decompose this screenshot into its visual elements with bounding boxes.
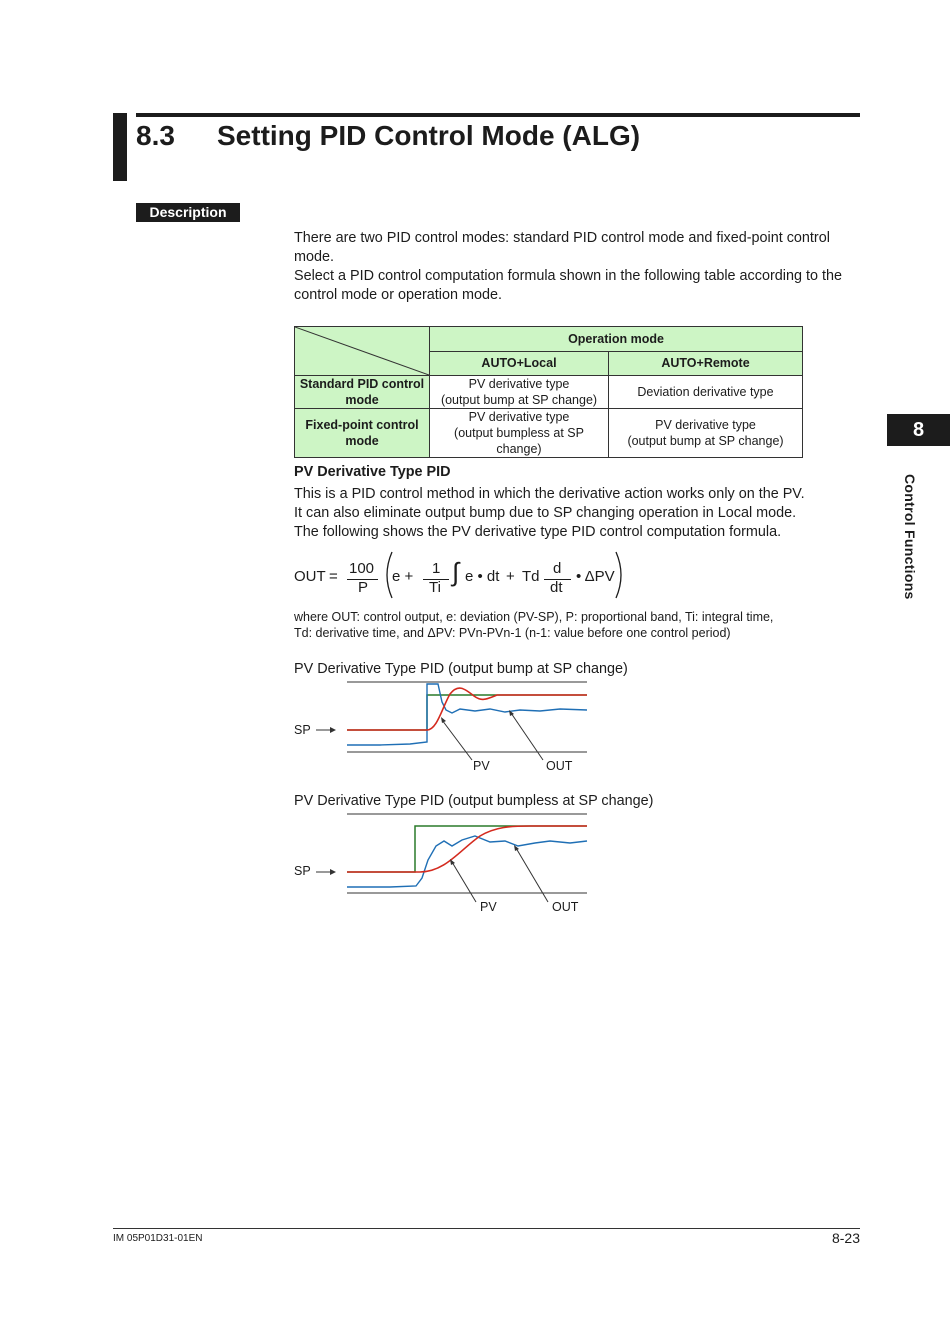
formula-out: OUT [294,568,326,585]
fig2-pv-line [347,826,587,872]
cell-standard-remote: Deviation derivative type [609,376,803,409]
footer-page-number: 8-23 [831,1230,860,1246]
fig2-sp-label: SP [294,864,311,878]
fig1-out-label: OUT [546,759,573,773]
figure2-caption: PV Derivative Type PID (output bumpless at SP change) [294,793,654,809]
cell-standard-local: PV derivative type (output bump at SP change) [430,376,609,409]
formula-d-num: d [553,560,562,577]
cell-fixed-local: PV derivative type (output bumpless at SP change) [430,409,609,458]
table-corner-cell [295,327,430,376]
fig2-pv-label: PV [480,900,497,914]
fig2-sp-line [347,826,587,872]
intro-paragraph-1: There are two PID control modes: standard PID control mode and fixed-point control mode. [294,230,830,266]
fig1-out-line [347,684,587,745]
formula-td: Td [522,568,540,585]
row-label-standard: Standard PID control mode [295,376,430,409]
formula-dpv: • ΔPV [576,568,615,585]
col-auto-remote: AUTO+Remote [609,351,803,376]
formula-d-den: dt [550,579,563,596]
pv-line-3: The following shows the PV derivative type PID control computation formula. [294,524,782,540]
pv-derivative-heading: PV Derivative Type PID [294,464,451,480]
formula-den-ti: Ti [429,579,441,596]
formula-e-dt: e • dt [465,568,500,585]
figure1-caption: PV Derivative Type PID (output bump at SP change) [294,661,628,677]
fig1-pv-pointer-head [441,717,446,723]
fig1-pv-pointer [442,720,472,760]
fig1-sp-line [347,695,587,730]
fig2-out-line [347,836,587,887]
cell-fixed-remote: PV derivative type (output bump at SP change) [609,409,803,458]
formula-equals: = [329,568,338,585]
corner-diagonal [295,327,429,375]
footer-doc-id: IM 05P01D31-01EN [113,1233,203,1244]
intro-paragraph-2: Select a PID control computation formula shown in the following table according to the control mode or operation mode. [294,268,842,304]
col-auto-local: AUTO+Local [430,351,609,376]
right-paren [613,550,627,600]
fig2-out-label: OUT [552,900,579,914]
row-label-fixed-point: Fixed-point control mode [295,409,430,458]
fig2-sp-arrowhead [330,869,336,875]
chapter-side-label: Control Functions [902,474,918,600]
formula-num-1: 1 [432,560,441,577]
fig1-out-pointer [511,713,543,760]
pv-line-2: It can also eliminate output bump due to SP changing operation in Local mode. [294,505,797,521]
formula-legend: where OUT: control output, e: deviation (PV-SP), P: proportional band, Ti: integral time, Td: derivative time, and ΔPV: PVn-PVn-1 (n-1: value before one control period) [294,610,774,640]
integral-sign: ∫ [452,557,460,587]
figure2-graph [290,810,600,910]
formula-num-100: 100 [349,560,375,577]
footer-rule [113,1228,860,1229]
operation-mode-header: Operation mode [430,327,803,352]
fig2-out-pointer [516,848,548,902]
control-mode-table [294,326,803,458]
fig1-pv-label: PV [473,759,490,773]
chapter-tab[interactable]: 8 [887,414,950,446]
header-rule [136,113,860,117]
section-number: 8.3 [136,120,175,151]
fig1-sp-label: SP [294,723,311,737]
description-badge: Description [136,203,240,222]
fig2-pv-pointer-head [450,859,455,865]
formula-plus: + [506,568,515,585]
fig2-pv-pointer [452,862,476,902]
formula-den-p: P [358,579,369,596]
fig1-sp-arrowhead [330,727,336,733]
pv-line-1: This is a PID control method in which the derivative action works only on the PV. [294,486,805,502]
section-title: Setting PID Control Mode (ALG) [217,120,641,151]
formula-e-plus: e + [392,568,414,585]
section-marker-bar [113,113,127,181]
